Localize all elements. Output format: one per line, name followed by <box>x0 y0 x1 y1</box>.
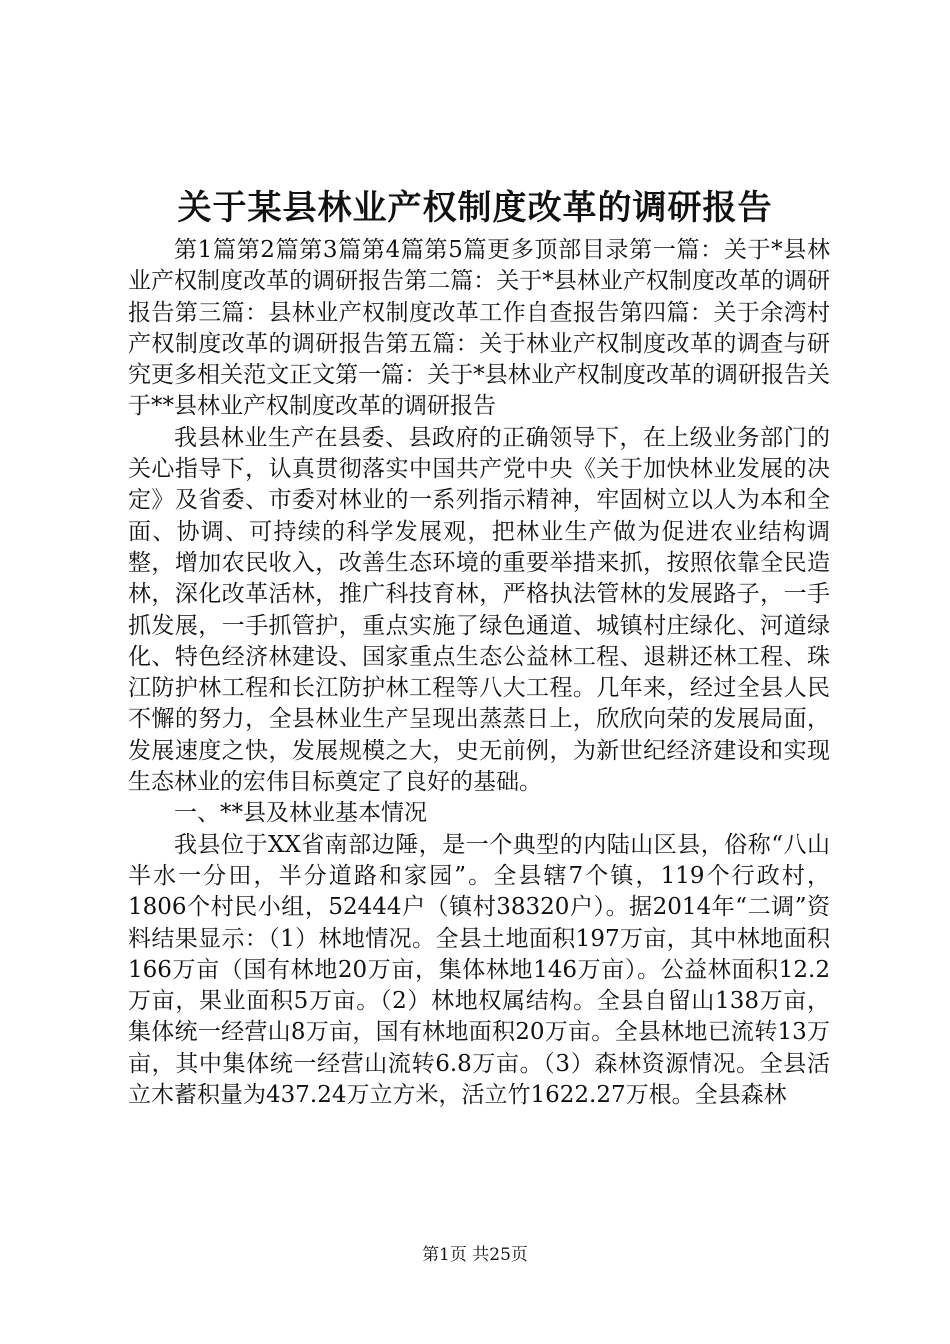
body-paragraph: 我县位于XX省南部边陲，是一个典型的内陆山区县，俗称“八山半水一分田，半分道路和家园”。全县辖7个镇，119个行政村，1806个村民小组，52444户（镇村38320户）。据2014年“二调”资料结果显示：（1）林地情况。全县土地面积197万亩，其中林地面积166万亩（国有林地20万亩，集体林地146万亩）。公益林面积12.2万亩，果业面积5万亩。（2）林地权属结构。全县自留山138万亩，集体统一经营山8万亩，国有林地面积20万亩。全县林地已流转13万亩，其中集体统一经营山流转6.8万亩。（3）森林资源情况。全县活立木蓄积量为437.24万立方米，活立竹1622.27万根。全县森林 <box>128 831 830 1109</box>
body-paragraph: 我县林业生产在县委、县政府的正确领导下，在上级业务部门的关心指导下，认真贯彻落实中国共产党中央《关于加快林业发展的决定》及省委、市委对林业的一系列指示精神，牢固树立以人为本和全面、协调、可持续的科学发展观，把林业生产做为促进农业结构调整，增加农民收入，改善生态环境的重要举措来抓，按照依靠全民造林，深化改革活林，推广科技育林，严格执法管林的发展路子，一手抓发展，一手抓管护，重点实施了绿色通道、城镇村庄绿化、河道绿化、特色经济林建设、国家重点生态公益林工程、退耕还林工程、珠江防护林工程和长江防护林工程等八大工程。几年来，经过全县人民不懈的努力，全县林业生产呈现出蒸蒸日上，欣欣向荣的发展局面，发展速度之快，发展规模之大，史无前例，为新世纪经济建设和实现生态林业的宏伟目标奠定了良好的基础。 <box>128 424 830 796</box>
document-body <box>128 235 830 1111</box>
table-of-contents-paragraph: 第1篇第2篇第3篇第4篇第5篇更多顶部目录第一篇：关于*县林业产权制度改革的调研报告第二篇：关于*县林业产权制度改革的调研报告第三篇：县林业产权制度改革工作自查报告第四篇：关于余湾村产权制度改革的调研报告第五篇：关于林业产权制度改革的调查与研究更多相关范文正文第一篇：关于*县林业产权制度改革的调研报告关于**县林业产权制度改革的调研报告 <box>128 237 830 420</box>
document-title: 关于某县林业产权制度改革的调研报告 <box>177 188 773 228</box>
section-heading: 一、**县及林业基本情况 <box>174 800 427 827</box>
page-footer: 第1页 共25页 <box>422 1245 528 1265</box>
